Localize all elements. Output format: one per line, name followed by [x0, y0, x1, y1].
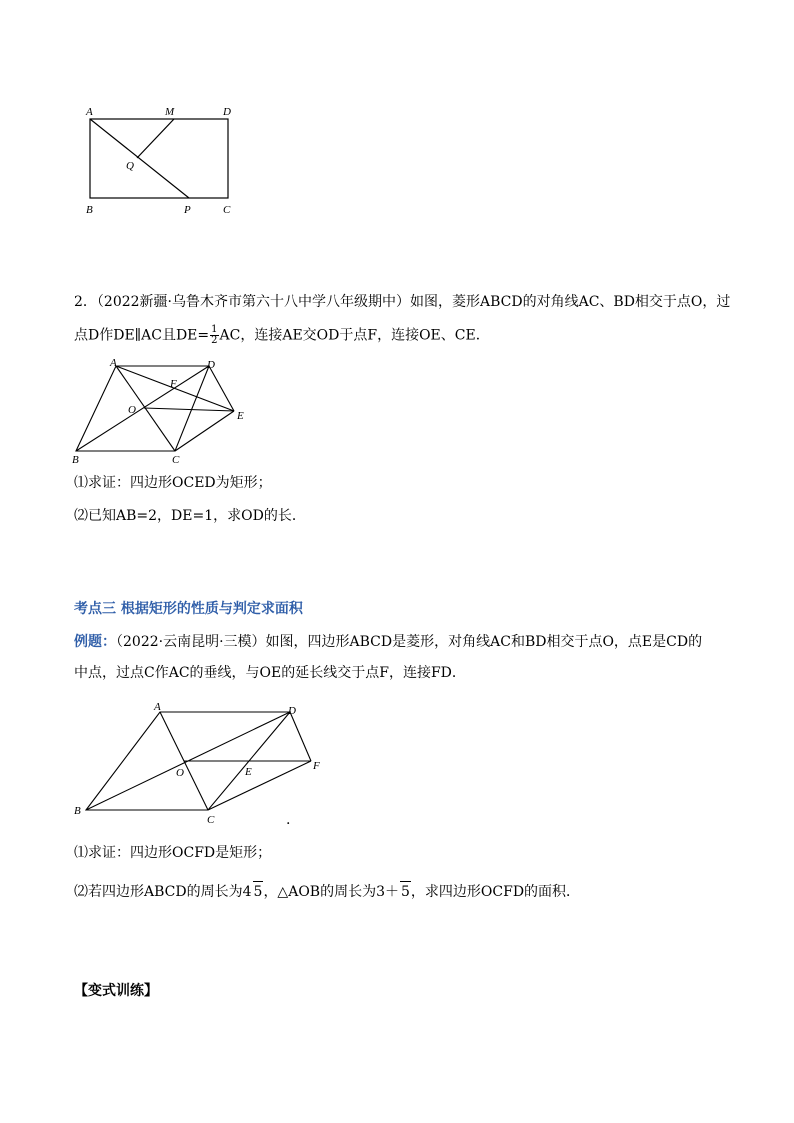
fraction-numerator: 1	[211, 324, 218, 335]
problem2-question1: ⑴求证：四边形OCED为矩形；	[74, 475, 272, 491]
segment-df	[290, 712, 311, 761]
example-line2: 中点，过点C作AC的垂线，与OE的延长线交于点F，连接FD．	[74, 665, 466, 681]
figure-rhombus-ocfd	[70, 698, 330, 832]
q2-part-c: ，求四边形OCFD的面积．	[410, 884, 581, 900]
label-e: E	[237, 410, 244, 422]
sqrt-five-1	[253, 881, 264, 902]
label-b: B	[86, 204, 93, 216]
problem2-line1: 2．（2022新疆·乌鲁木齐市第六十八中学八年级期中）如图，菱形ABCD的对角线AC、BD相交于点O，过	[74, 294, 731, 310]
example-text-line1: （2022·云南昆明·三模）如图，四边形ABCD是菱形，对角线AC和BD相交于点O，点E是CD的	[116, 634, 703, 650]
label-f: F	[170, 378, 177, 390]
q2-part-a: ⑵若四边形ABCD的周长为4	[74, 884, 252, 900]
label-d: D	[223, 106, 231, 118]
rectangle-abcd	[90, 119, 228, 198]
label-d: D	[288, 705, 296, 717]
label-f: F	[313, 760, 320, 772]
segment-cf	[208, 761, 311, 810]
sqrt-five-2	[400, 881, 411, 902]
segment-ap	[90, 119, 189, 198]
segment-mq	[137, 119, 174, 158]
figure-rectangle-abcd	[80, 98, 250, 223]
variant-training-label: 【变式训练】	[74, 983, 158, 999]
label-b: B	[72, 454, 79, 466]
example-label: 例题：	[74, 634, 116, 650]
section-heading: 考点三 根据矩形的性质与判定求面积	[74, 601, 303, 617]
stray-dot: .	[286, 812, 291, 828]
example-question2	[74, 881, 580, 902]
label-o: O	[176, 767, 184, 779]
label-p: P	[184, 204, 191, 216]
example-line1	[74, 632, 702, 652]
fraction-denominator: 2	[211, 335, 218, 346]
sqrt-five-1-radicand: 5	[253, 884, 263, 900]
label-o: O	[128, 404, 136, 416]
segment-oe	[144, 408, 234, 411]
problem2-line2-after: AC，连接AE交OD于点F，连接OE、CE．	[219, 327, 490, 344]
problem2-question2: ⑵已知AB=2，DE=1，求OD的长．	[74, 508, 306, 524]
label-c: C	[172, 454, 180, 466]
label-c: C	[223, 204, 231, 216]
label-b: B	[74, 805, 81, 817]
sqrt-five-2-radicand: 5	[401, 884, 410, 900]
segment-de	[209, 366, 234, 411]
label-e: E	[245, 766, 252, 778]
label-d: D	[207, 359, 215, 371]
q2-part-b: ，△AOB的周长为3＋	[263, 884, 399, 900]
problem2-line2-before: 点D作DE∥AC且DE=	[74, 327, 210, 344]
label-q: Q	[126, 160, 134, 172]
fraction-one-half	[210, 325, 218, 346]
label-c: C	[207, 814, 215, 826]
figure-rhombus-oced	[66, 356, 262, 466]
example-question1: ⑴求证：四边形OCFD是矩形；	[74, 845, 272, 861]
label-a: A	[154, 701, 161, 713]
label-a: A	[86, 106, 93, 118]
label-m: M	[165, 106, 175, 118]
segment-ce	[175, 411, 234, 451]
label-a: A	[110, 357, 117, 369]
problem2-line2	[74, 325, 490, 346]
